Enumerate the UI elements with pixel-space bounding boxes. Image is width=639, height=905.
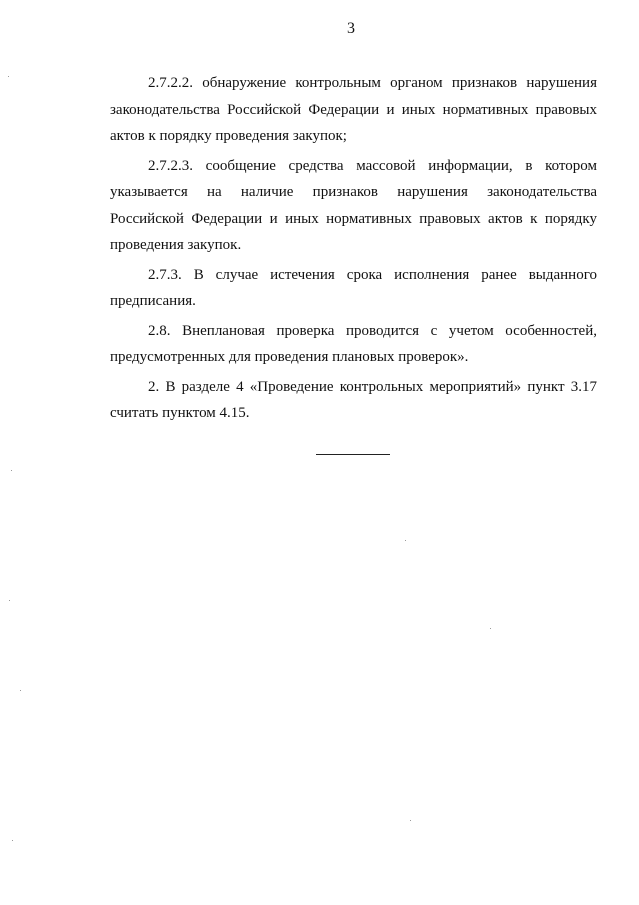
paragraph-2-7-2-3: 2.7.2.3. сообщение средства массовой информации, в котором указывается на наличие признаков нарушения законодательства Российской Федерации и иных нормативных правовых актов к порядку проведения закупок. [110,157,597,253]
scan-speck [11,470,12,471]
paragraph-2-8: 2.8. Внеплановая проверка проводится с учетом особенностей, предусмотренных для проведения плановых проверок». [110,322,597,365]
paragraph-2-7-3: 2.7.3. В случае истечения срока исполнения ранее выданного предписания. [110,266,597,309]
paragraph-2-7-2-2: 2.7.2.2. обнаружение контрольным органом признаков нарушения законодательства Российской Федерации и иных нормативных правовых актов к порядку проведения закупок; [110,75,597,144]
scan-speck [12,840,13,841]
scan-speck [9,600,10,601]
page-number: 3 [347,20,355,37]
end-of-text-rule [316,454,390,455]
scan-speck [20,690,21,691]
scan-speck [405,540,406,541]
scan-speck [490,628,491,629]
scan-speck [410,820,411,821]
paragraph-section-4-amendment: 2. В разделе 4 «Проведение контрольных мероприятий» пункт 3.17 считать пунктом 4.15. [110,378,597,421]
scan-speck [8,76,9,77]
document-body [110,70,597,430]
